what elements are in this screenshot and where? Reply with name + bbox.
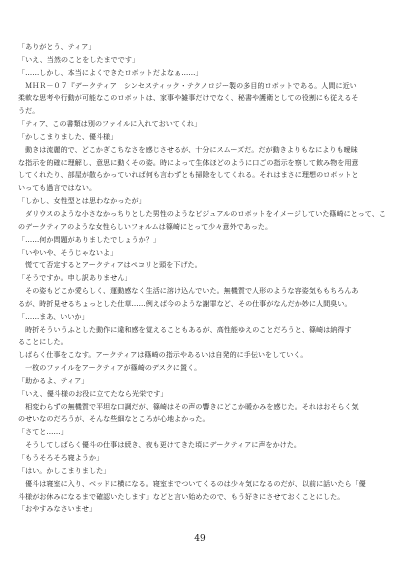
text-line: のせいなのだろうが、そんな些細なところが心地よかった。 <box>18 414 210 424</box>
text-line: 「かしこまりました、優斗様」 <box>18 131 118 141</box>
text-line: その姿もどこか愛らしく、運動感なく生活に溶け込んでいた。無機質で人形のような容姿気ももちろんあ <box>18 286 359 296</box>
text-line: 「そうですか。申し訳ありません」 <box>18 273 132 283</box>
page-number: 49 <box>194 534 206 544</box>
text-line: 慌てて否定するとアークティアはペコリと頭を下げた。 <box>18 260 202 270</box>
text-line: ＭＨＲ－０７『デークティア シンセスティック・テクノロジー製の多目的ロボットである。人間に近い <box>18 80 357 90</box>
text-line: 動きは流麗的で、どこかぎこちなさを感じさせるが、十分にスムーズだ。だが動きよりもなによりも曖昧 <box>18 144 358 154</box>
text-line: ることにした。 <box>18 337 68 347</box>
text-line: 一枚のファイルをアークティアが篠崎のデスクに置く。 <box>18 363 202 373</box>
text-line: 相変わらずの無機質で平坦な口調だが、篠崎はその声の響きにどこか暖かみを感じた。それはおそらく気 <box>18 401 359 411</box>
text-line: 「ありがとう、ティア」 <box>18 42 96 51</box>
text-line: 「はい。かしこまりました」 <box>18 465 111 475</box>
text-line: 「助かるよ、ティア」 <box>18 375 89 385</box>
text-line: 柔軟な思考や行動が可能なこのロボットは、家事や雑事だけでなく、秘書や護衛としての役割にも従えるそ <box>18 93 359 103</box>
text-body <box>18 41 386 516</box>
text-line: な指示を的確に理解し、意思に動くその姿。時によって生体ほどのように口ごの指示を察して飲み物を用意 <box>18 157 359 167</box>
text-line: 「……まあ、いいか」 <box>18 311 89 321</box>
text-line: うだ。 <box>18 106 40 116</box>
text-line: そうしてしばらく優斗の仕事は続き、夜も更けてきた頃にデークティアに声をかけた。 <box>18 440 302 450</box>
text-line: るが、時折見せるちょっとした仕草……例えば今のような謝罪など、その仕事がなんだか妙に人間臭い。 <box>18 298 352 308</box>
text-line: 「いやいや、そうじゃないよ」 <box>18 247 118 257</box>
text-line: 「いえ、優斗様のお役に立てたなら光栄です」 <box>18 388 168 398</box>
text-line: 「ティア、この書類は別のファイルに入れておいてくれ」 <box>18 119 202 129</box>
text-line: しばらく仕事をこなす。アークティアは篠崎の指示やあるいは自発的に手伝いをしていく。 <box>18 350 308 360</box>
text-line: 「もうそろそろ寝ようか」 <box>18 453 104 462</box>
text-line: 時折そういうふとした動作に違和感を覚えることもあるが、高性能ゆえのことだろうと、篠崎は納得す <box>18 324 352 334</box>
text-line: 「おやすみなさいませ」 <box>18 504 97 514</box>
text-line: 優斗は寝室に入り、ベッドに横になる。寝室までついてくるのは少々気になるのだが、以前に話いたら「優 <box>18 478 366 488</box>
text-line: ダリウスのような小さなかっちりとした男性のようなビジュアルのロボットをイメージしていた篠崎にとって、こ <box>18 208 386 218</box>
text-line: 「……何か問題がありましたでしょうか？」 <box>18 234 160 244</box>
text-line: 「さてと……」 <box>18 427 68 437</box>
text-line: してくれたり、部屋が散らかっていれば何も言わずとも掃除をしてくれる。それはまさに理想のロボットと <box>18 170 359 180</box>
text-line: 「いえ、当然のことをしたまでです」 <box>18 54 140 64</box>
text-line: 斗様がお休みになるまで確認いたします」などと言い始めたので、もう好きにさせておくことにした。 <box>18 491 345 501</box>
text-line: のデークティアのような女性らしいフォルムは篠崎にとって少々意外であった。 <box>18 221 273 231</box>
text-line: 「しかし、女性型とは思わなかったが」 <box>18 196 146 206</box>
text-line: 「……しかし、本当によくできたロボットだよなぁ……」 <box>18 67 203 77</box>
text-line: いっても過言ではない。 <box>18 183 97 193</box>
